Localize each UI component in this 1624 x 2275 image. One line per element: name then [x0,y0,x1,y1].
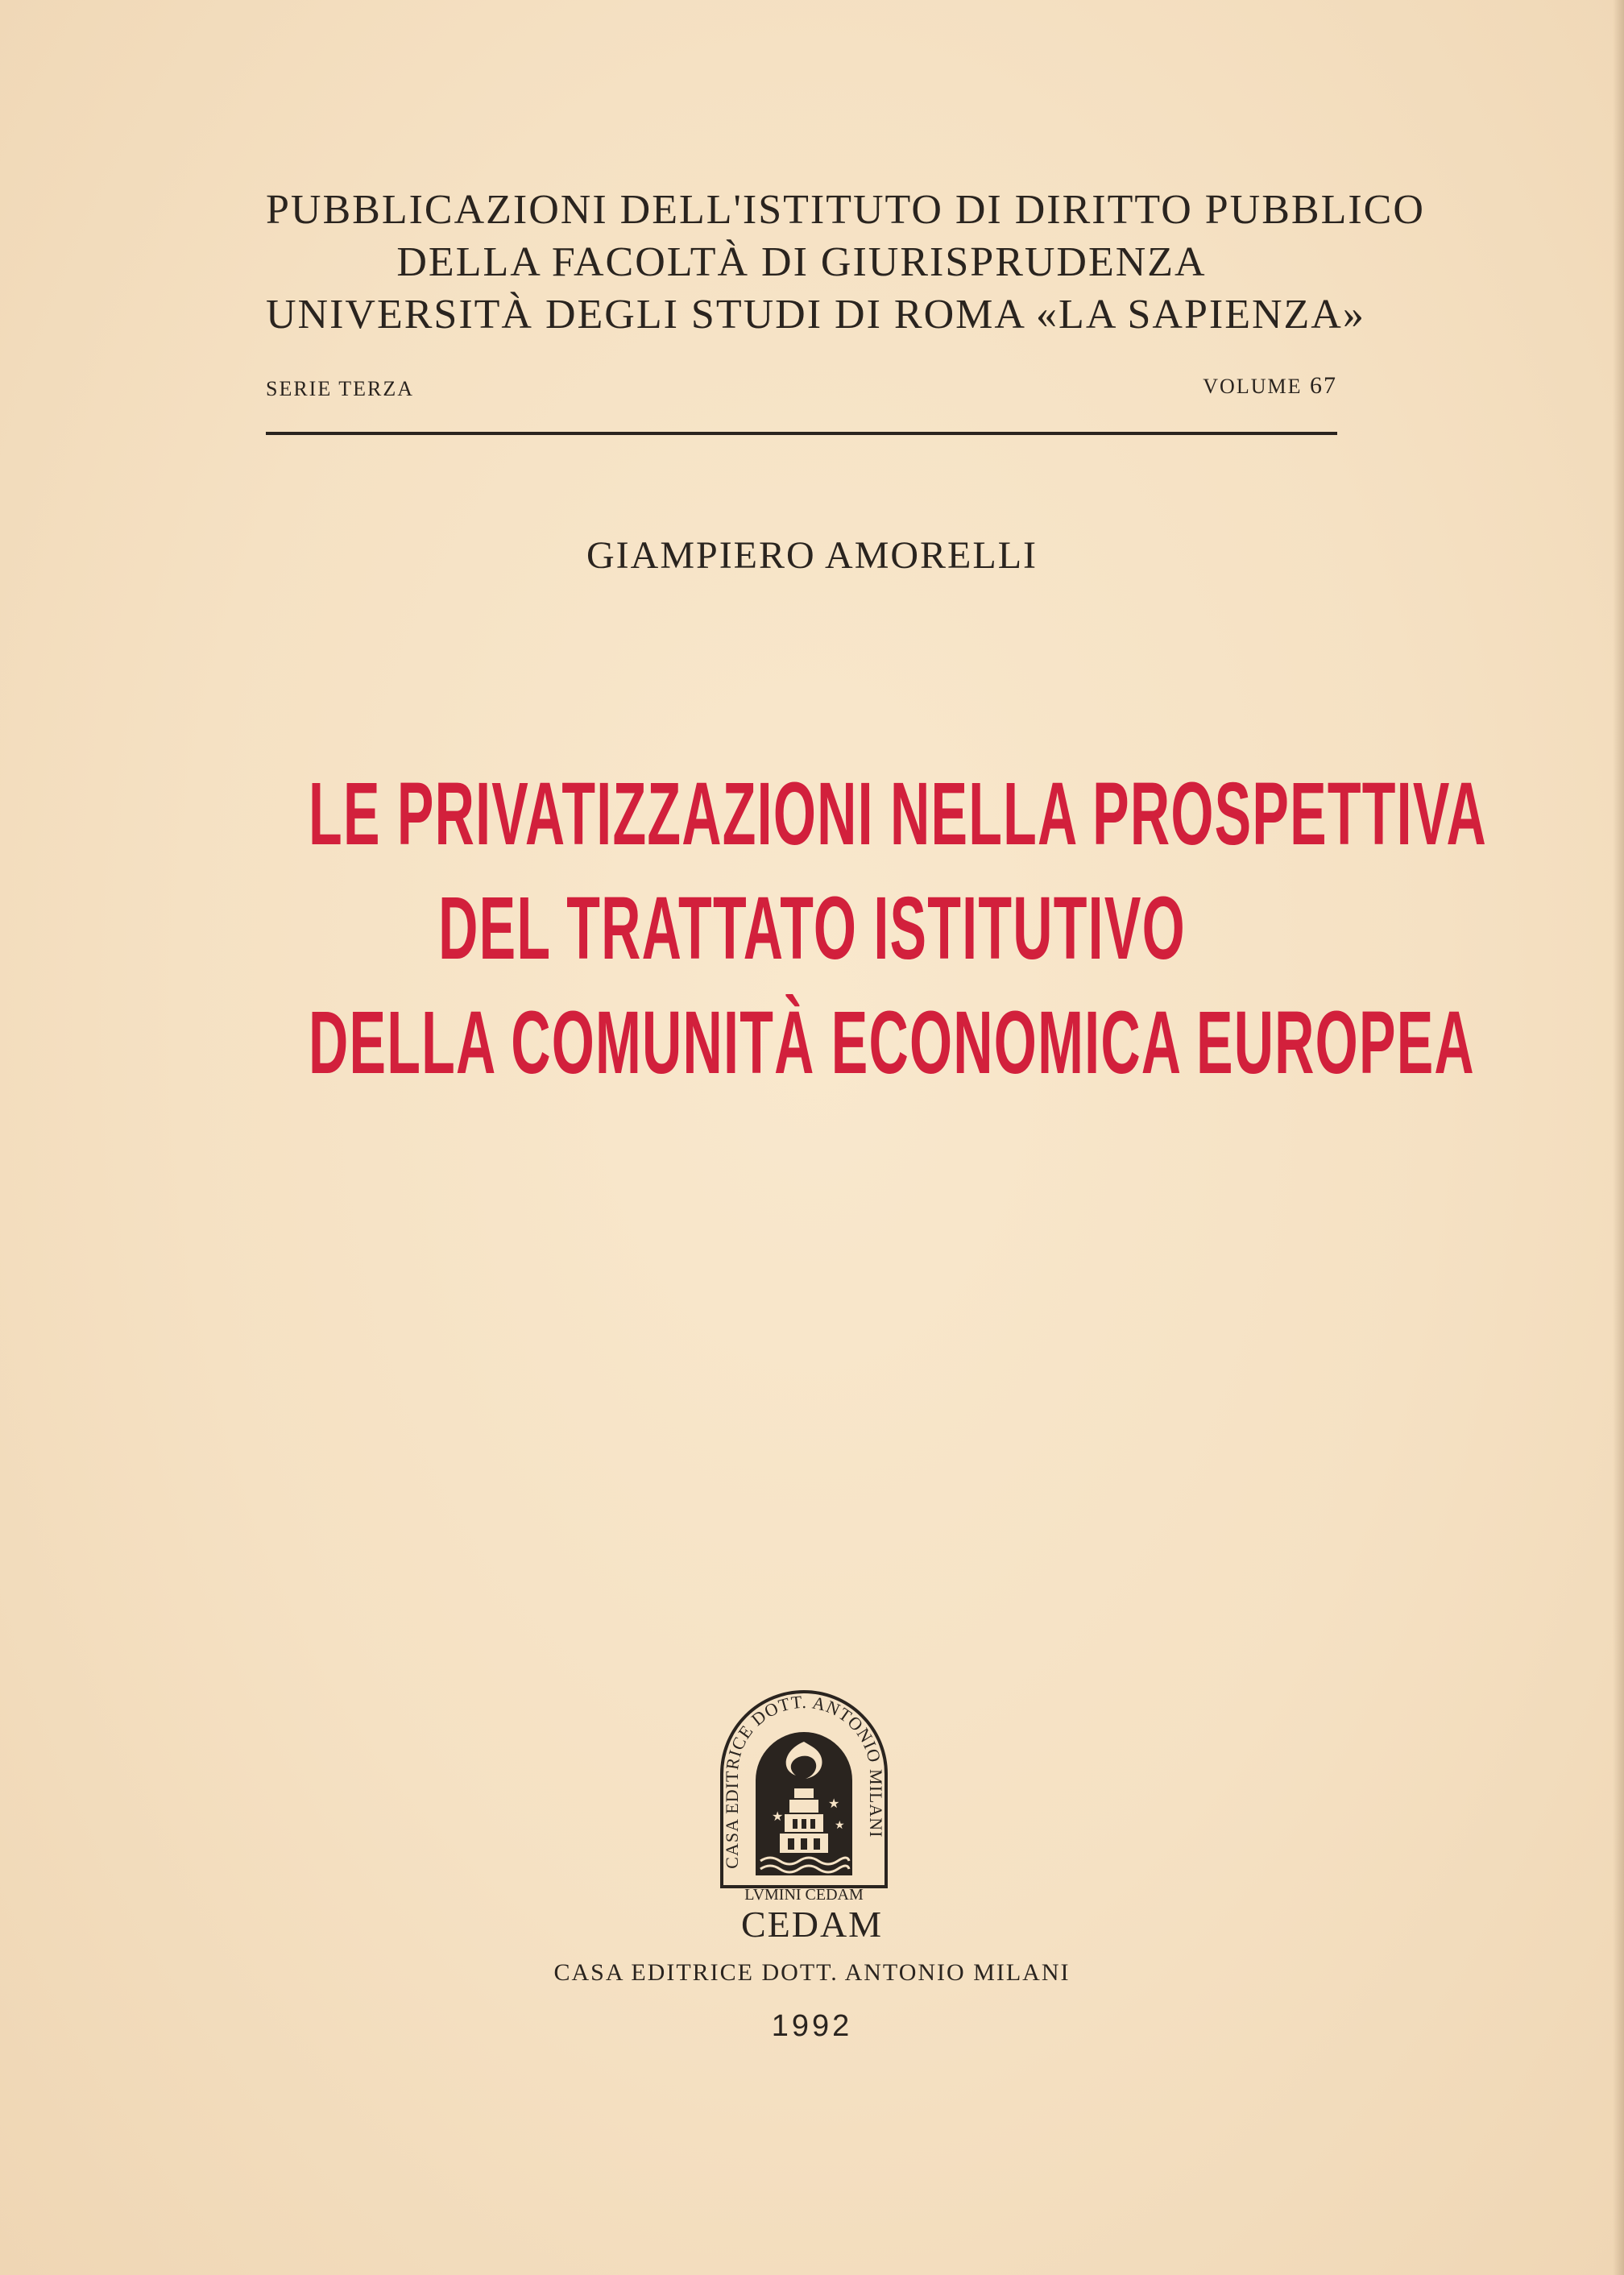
publisher-full-name: CASA EDITRICE DOTT. ANTONIO MILANI [553,1959,1071,1986]
series-label: SERIE TERZA [266,377,415,400]
author-name: GIAMPIERO AMORELLI [586,534,1038,577]
svg-text:★: ★ [772,1810,784,1824]
logo-arc-text: CASA EDITRICE DOTT. ANTONIO MILANI [721,1691,886,1869]
svg-text:★: ★ [835,1820,845,1832]
series-header [266,184,1425,341]
logo-motto: LVMINI CEDAM [744,1886,864,1904]
header-line-2: DELLA FACOLTÀ DI GIURISPRUDENZA [396,239,1207,285]
title-line-1: LE PRIVATIZZAZIONI NELLA PROSPETTIVA [309,765,1487,864]
book-title [0,757,1624,1100]
title-line-2: DEL TRATTATO ISTITUTIVO [438,879,1186,978]
volume-info [1203,372,1337,400]
publisher-logo [715,1685,893,1904]
header-divider [266,432,1337,435]
series-info-row [266,372,1337,404]
header-line-3: UNIVERSITÀ DEGLI STUDI DI ROMA «LA SAPIENZA» [266,292,1365,338]
header-line-1: PUBBLICAZIONI DELL'ISTITUTO DI DIRITTO PUBBLICO [266,187,1425,233]
publisher-name: CEDAM [740,1904,884,1945]
volume-label: VOLUME [1203,375,1303,398]
publication-year: 1992 [771,2009,853,2043]
volume-number: 67 [1310,372,1337,399]
title-line-3: DELLA COMUNITÀ ECONOMICA EUROPEA [309,993,1475,1092]
svg-text:★: ★ [828,1797,840,1811]
